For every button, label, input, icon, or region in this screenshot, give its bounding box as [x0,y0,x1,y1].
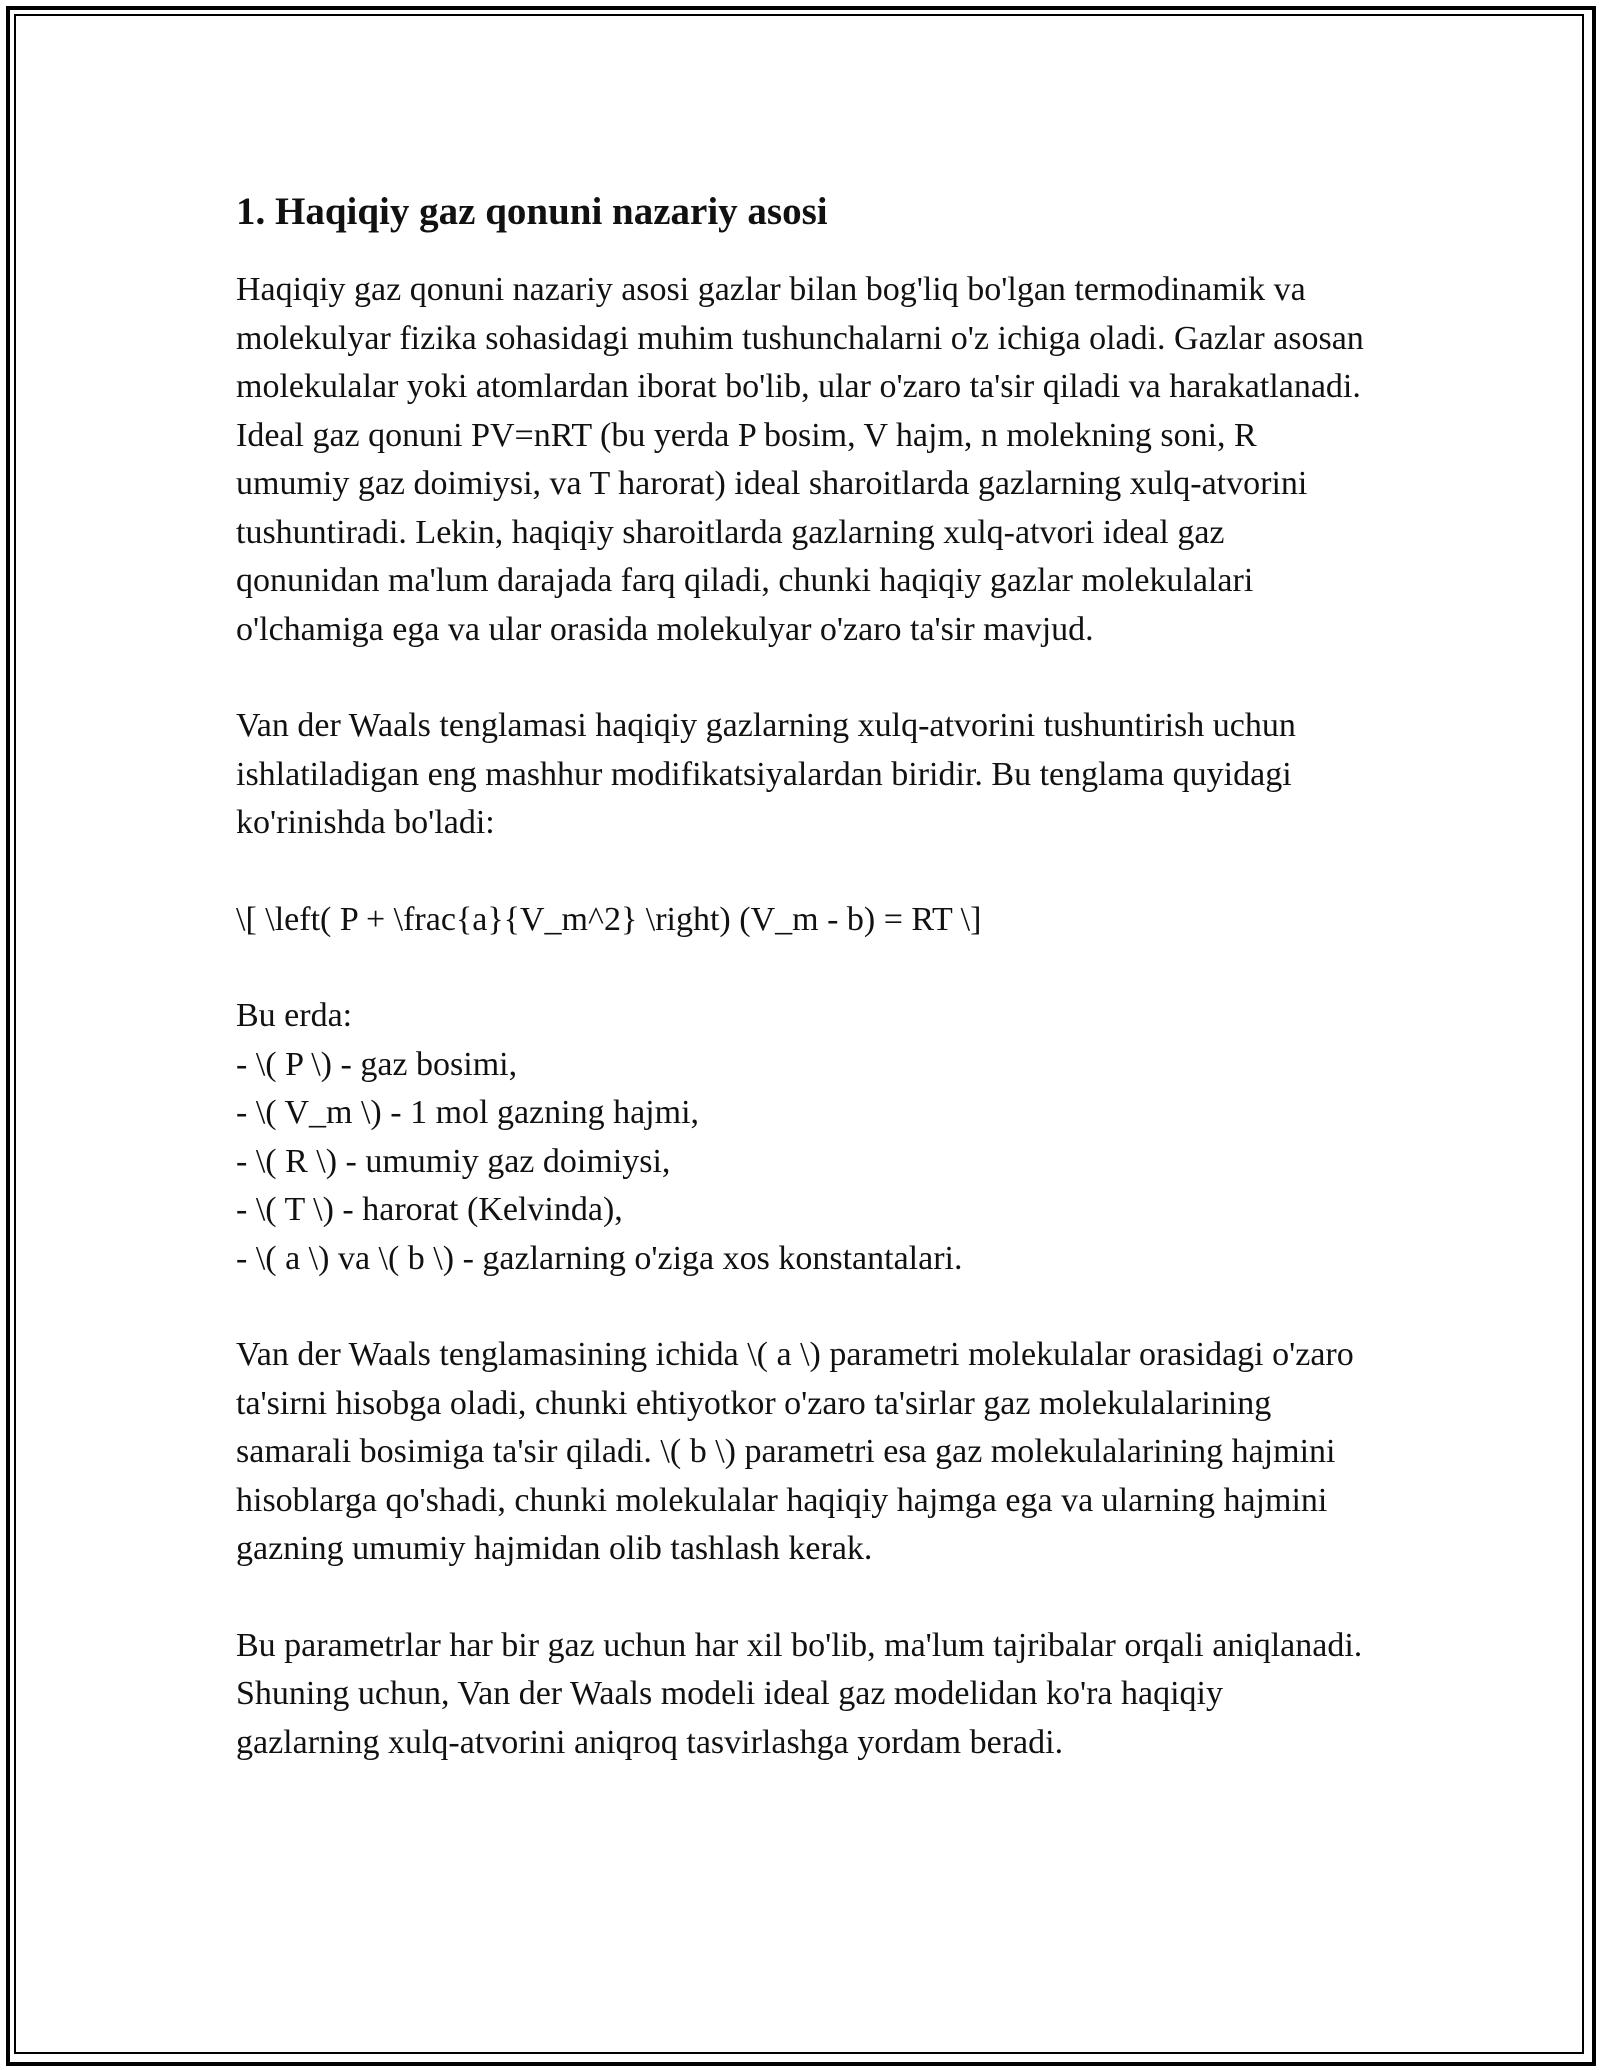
section-heading: 1. Haqiqiy gaz qonuni nazariy asosi [236,190,828,233]
equation-line: \[ \left( P + \frac{a}{V_m^2} \right) (V_m - b) = RT \] [236,900,982,938]
document-body [236,186,1366,1815]
van-der-waals-paragraph: Van der Waals tenglamasi haqiqiy gazlarning xulq-atvorini tushuntirish uchun ishlatiladigan eng mashhur modifikatsiyalardan biridir. Bu tenglama quyidagi ko'rinishda bo'ladi: [236,707,1296,841]
variable-list [236,992,1366,1283]
list-item: - \( T \) - harorat (Kelvinda), [236,1191,623,1228]
list-intro: Bu erda: [236,997,353,1034]
list-item: - \( a \) va \( b \) - gazlarning o'ziga xos konstantalari. [236,1239,963,1277]
list-item: - \( V_m \) - 1 mol gazning hajmi, [236,1094,700,1131]
intro-paragraph: Haqiqiy gaz qonuni nazariy asosi gazlar bilan bog'liq bo'lgan termodinamik va molekulyar fizika sohasidagi muhim tushunchalarni o'z ichiga oladi. Gazlar asosan molekulalar yoki atomlardan iborat bo'lib, ular o'zaro ta'sir qiladi va harakatlanadi. Ideal gaz qonuni PV=nRT (bu yerda P bosim, V hajm, n molekning soni, R umumiy gaz doimiysi, va T harorat) ideal sharoitlarda gazlarning xulq-atvorini tushuntiradi. Lekin, haqiqiy sharoitlarda gazlarning xulq-atvori ideal gaz qonunidan ma'lum darajada farq qiladi, chunki haqiqiy gazlar molekulalari o'lchamiga ega va ular orasida molekulyar o'zaro ta'sir mavjud. [236,271,1364,648]
list-item: - \( R \) - umumiy gaz doimiysi, [236,1142,671,1180]
parameters-paragraph: Van der Waals tenglamasining ichida \( a \) parametri molekulalar orasidagi o'zaro ta'sirni hisobga oladi, chunki ehtiyotkor o'zaro ta'sirlar gaz molekulalarining samarali bosimiga ta'sir qiladi. \( b \) parametri esa gaz molekulalarining hajmini hisoblarga qo'shadi, chunki molekulalar haqiqiy hajmga ega va ularning hajmini gazning umumiy hajmidan olib tashlash kerak. [236,1336,1354,1567]
conclusion-paragraph: Bu parametrlar har bir gaz uchun har xil bo'lib, ma'lum tajribalar orqali aniqlanadi. Shuning uchun, Van der Waals modeli ideal gaz modelidan ko'ra haqiqiy gazlarning xulq-atvorini aniqroq tasvirlashga yordam beradi. [236,1626,1363,1761]
list-item: - \( P \) - gaz bosimi, [236,1045,518,1083]
